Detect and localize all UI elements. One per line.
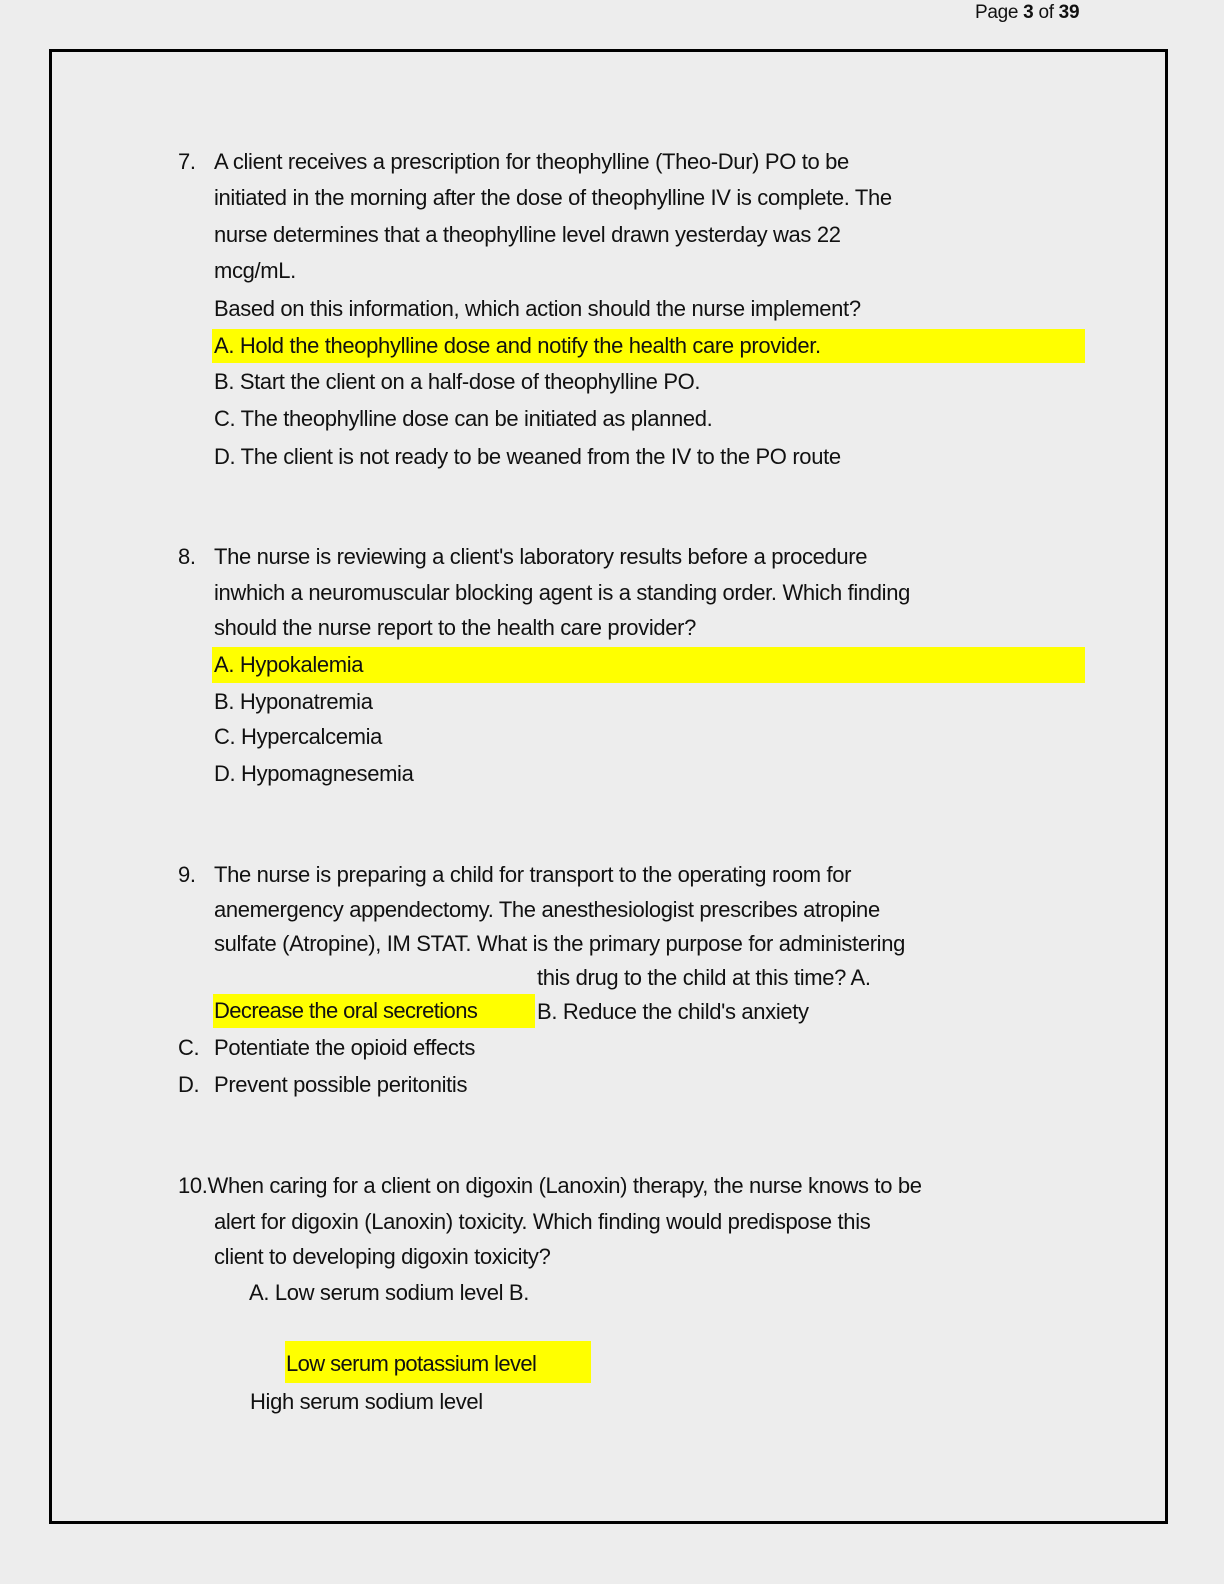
- answer-option-highlighted: Decrease the oral secretions: [213, 994, 535, 1028]
- answer-option: C. Hypercalcemia: [214, 724, 383, 749]
- answer-option: High serum sodium level: [250, 1389, 483, 1414]
- question-line: sulfate (Atropine), IM STAT. What is the primary purpose for administering: [214, 931, 905, 956]
- answer-option: B. Hyponatremia: [214, 689, 373, 714]
- question-line: this drug to the child at this time? A.: [537, 965, 871, 990]
- question-line: The nurse is preparing a child for transport to the operating room for: [214, 862, 852, 887]
- answer-option-highlighted: A. Hypokalemia: [212, 647, 1085, 683]
- answer-option: D. The client is not ready to be weaned from the IV to the PO route: [214, 444, 841, 469]
- question-number: 7.: [178, 149, 196, 174]
- answer-option: Prevent possible peritonitis: [214, 1072, 468, 1097]
- answer-option: Potentiate the opioid effects: [214, 1035, 475, 1060]
- page-total: 39: [1058, 2, 1080, 23]
- answer-option: B. Reduce the child's anxiety: [537, 999, 809, 1024]
- page-of: of: [1038, 2, 1054, 23]
- page-current: 3: [1023, 2, 1034, 23]
- answer-option: B. Start the client on a half-dose of theophylline PO.: [214, 369, 701, 394]
- page-prefix: Page: [975, 2, 1019, 23]
- answer-option-highlighted: Low serum potassium level: [285, 1341, 591, 1383]
- page-number: [975, 2, 1079, 24]
- question-line: alert for digoxin (Lanoxin) toxicity. Which finding would predispose this: [214, 1209, 871, 1234]
- answer-option-letter: C.: [178, 1035, 200, 1060]
- question-line: A client receives a prescription for theophylline (Theo-Dur) PO to be: [214, 149, 849, 174]
- answer-option: C. The theophylline dose can be initiated as planned.: [214, 406, 713, 431]
- answer-option-highlighted: A. Hold the theophylline dose and notify the health care provider.: [212, 329, 1085, 363]
- answer-option: A. Low serum sodium level B.: [249, 1280, 529, 1305]
- question-line: anemergency appendectomy. The anesthesiologist prescribes atropine: [214, 897, 880, 922]
- answer-option-letter: D.: [178, 1072, 200, 1097]
- question-line: The nurse is reviewing a client's laboratory results before a procedure: [214, 544, 868, 569]
- question-line: initiated in the morning after the dose of theophylline IV is complete. The: [214, 185, 892, 210]
- question-line: client to developing digoxin toxicity?: [214, 1244, 551, 1269]
- question-line: inwhich a neuromuscular blocking agent is a standing order. Which finding: [214, 580, 910, 605]
- question-number: 9.: [178, 862, 196, 887]
- question-line: mcg/mL.: [214, 258, 296, 283]
- question-line: nurse determines that a theophylline level drawn yesterday was 22: [214, 222, 841, 247]
- question-line: Based on this information, which action should the nurse implement?: [214, 296, 861, 321]
- question-line: 10.When caring for a client on digoxin (Lanoxin) therapy, the nurse knows to be: [178, 1173, 922, 1198]
- answer-option: D. Hypomagnesemia: [214, 761, 414, 786]
- question-number: 8.: [178, 544, 196, 569]
- question-line: should the nurse report to the health care provider?: [214, 615, 696, 640]
